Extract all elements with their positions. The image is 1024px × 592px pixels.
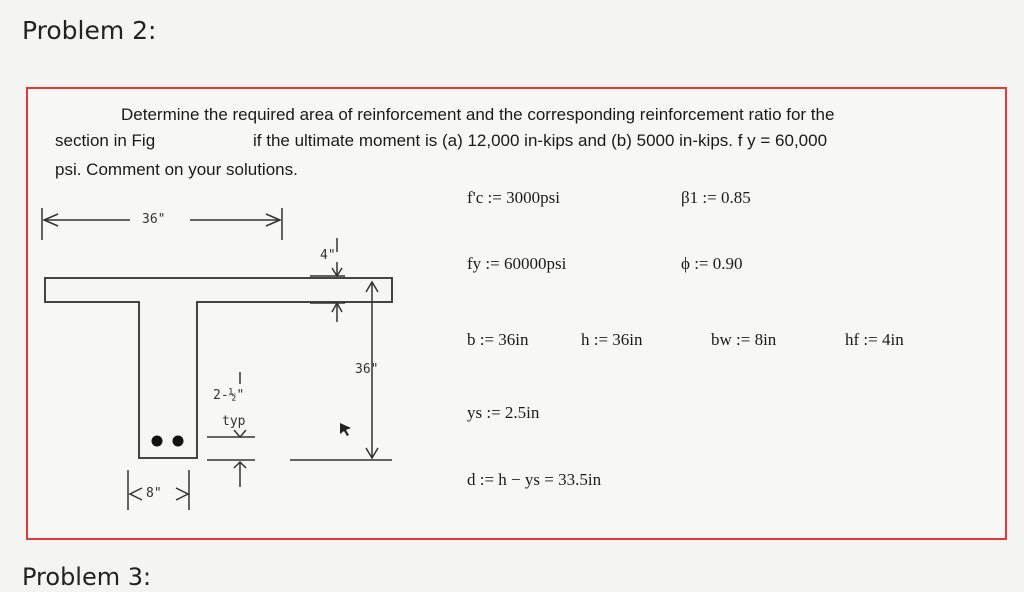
dim-label-cover: 2-½" [213,388,245,403]
eq-b: b := 36in [467,330,529,349]
eq-fy: fy := 60000psi [467,254,567,273]
eq-phi: ϕ := 0.90 [681,254,743,273]
mouse-cursor-icon [340,423,351,436]
rebar-right [173,436,184,447]
dim-label-36-top: 36" [142,212,166,227]
rebar-left [152,436,163,447]
eq-bw: bw := 8in [711,330,777,349]
problem-line-3: psi. Comment on your solutions. [55,160,298,179]
eq-ys: ys := 2.5in [467,403,540,422]
problem-line-2b: if the ultimate moment is (a) 12,000 in-kips and (b) 5000 in-kips. f y = 60,000 [253,131,828,150]
next-heading: Problem 3: [22,563,152,591]
dim-label-typ: typ [222,414,246,429]
dim-label-4: 4" [320,248,336,263]
eq-h: h := 36in [581,330,643,349]
problem-line-2a: section in Fig [55,131,156,150]
dim-label-8: 8" [146,486,162,501]
eq-hf: hf := 4in [845,330,904,349]
eq-beta1: β1 := 0.85 [681,188,751,207]
dim-label-36-side: 36" [355,362,379,377]
eq-fc: f'c := 3000psi [467,188,560,207]
t-section-outline [45,278,392,458]
page-heading: Problem 2: [22,16,157,45]
eq-d: d := h − ys = 33.5in [467,470,602,489]
problem-line-1: Determine the required area of reinforcement and the corresponding reinforcement ratio for the [121,105,835,124]
